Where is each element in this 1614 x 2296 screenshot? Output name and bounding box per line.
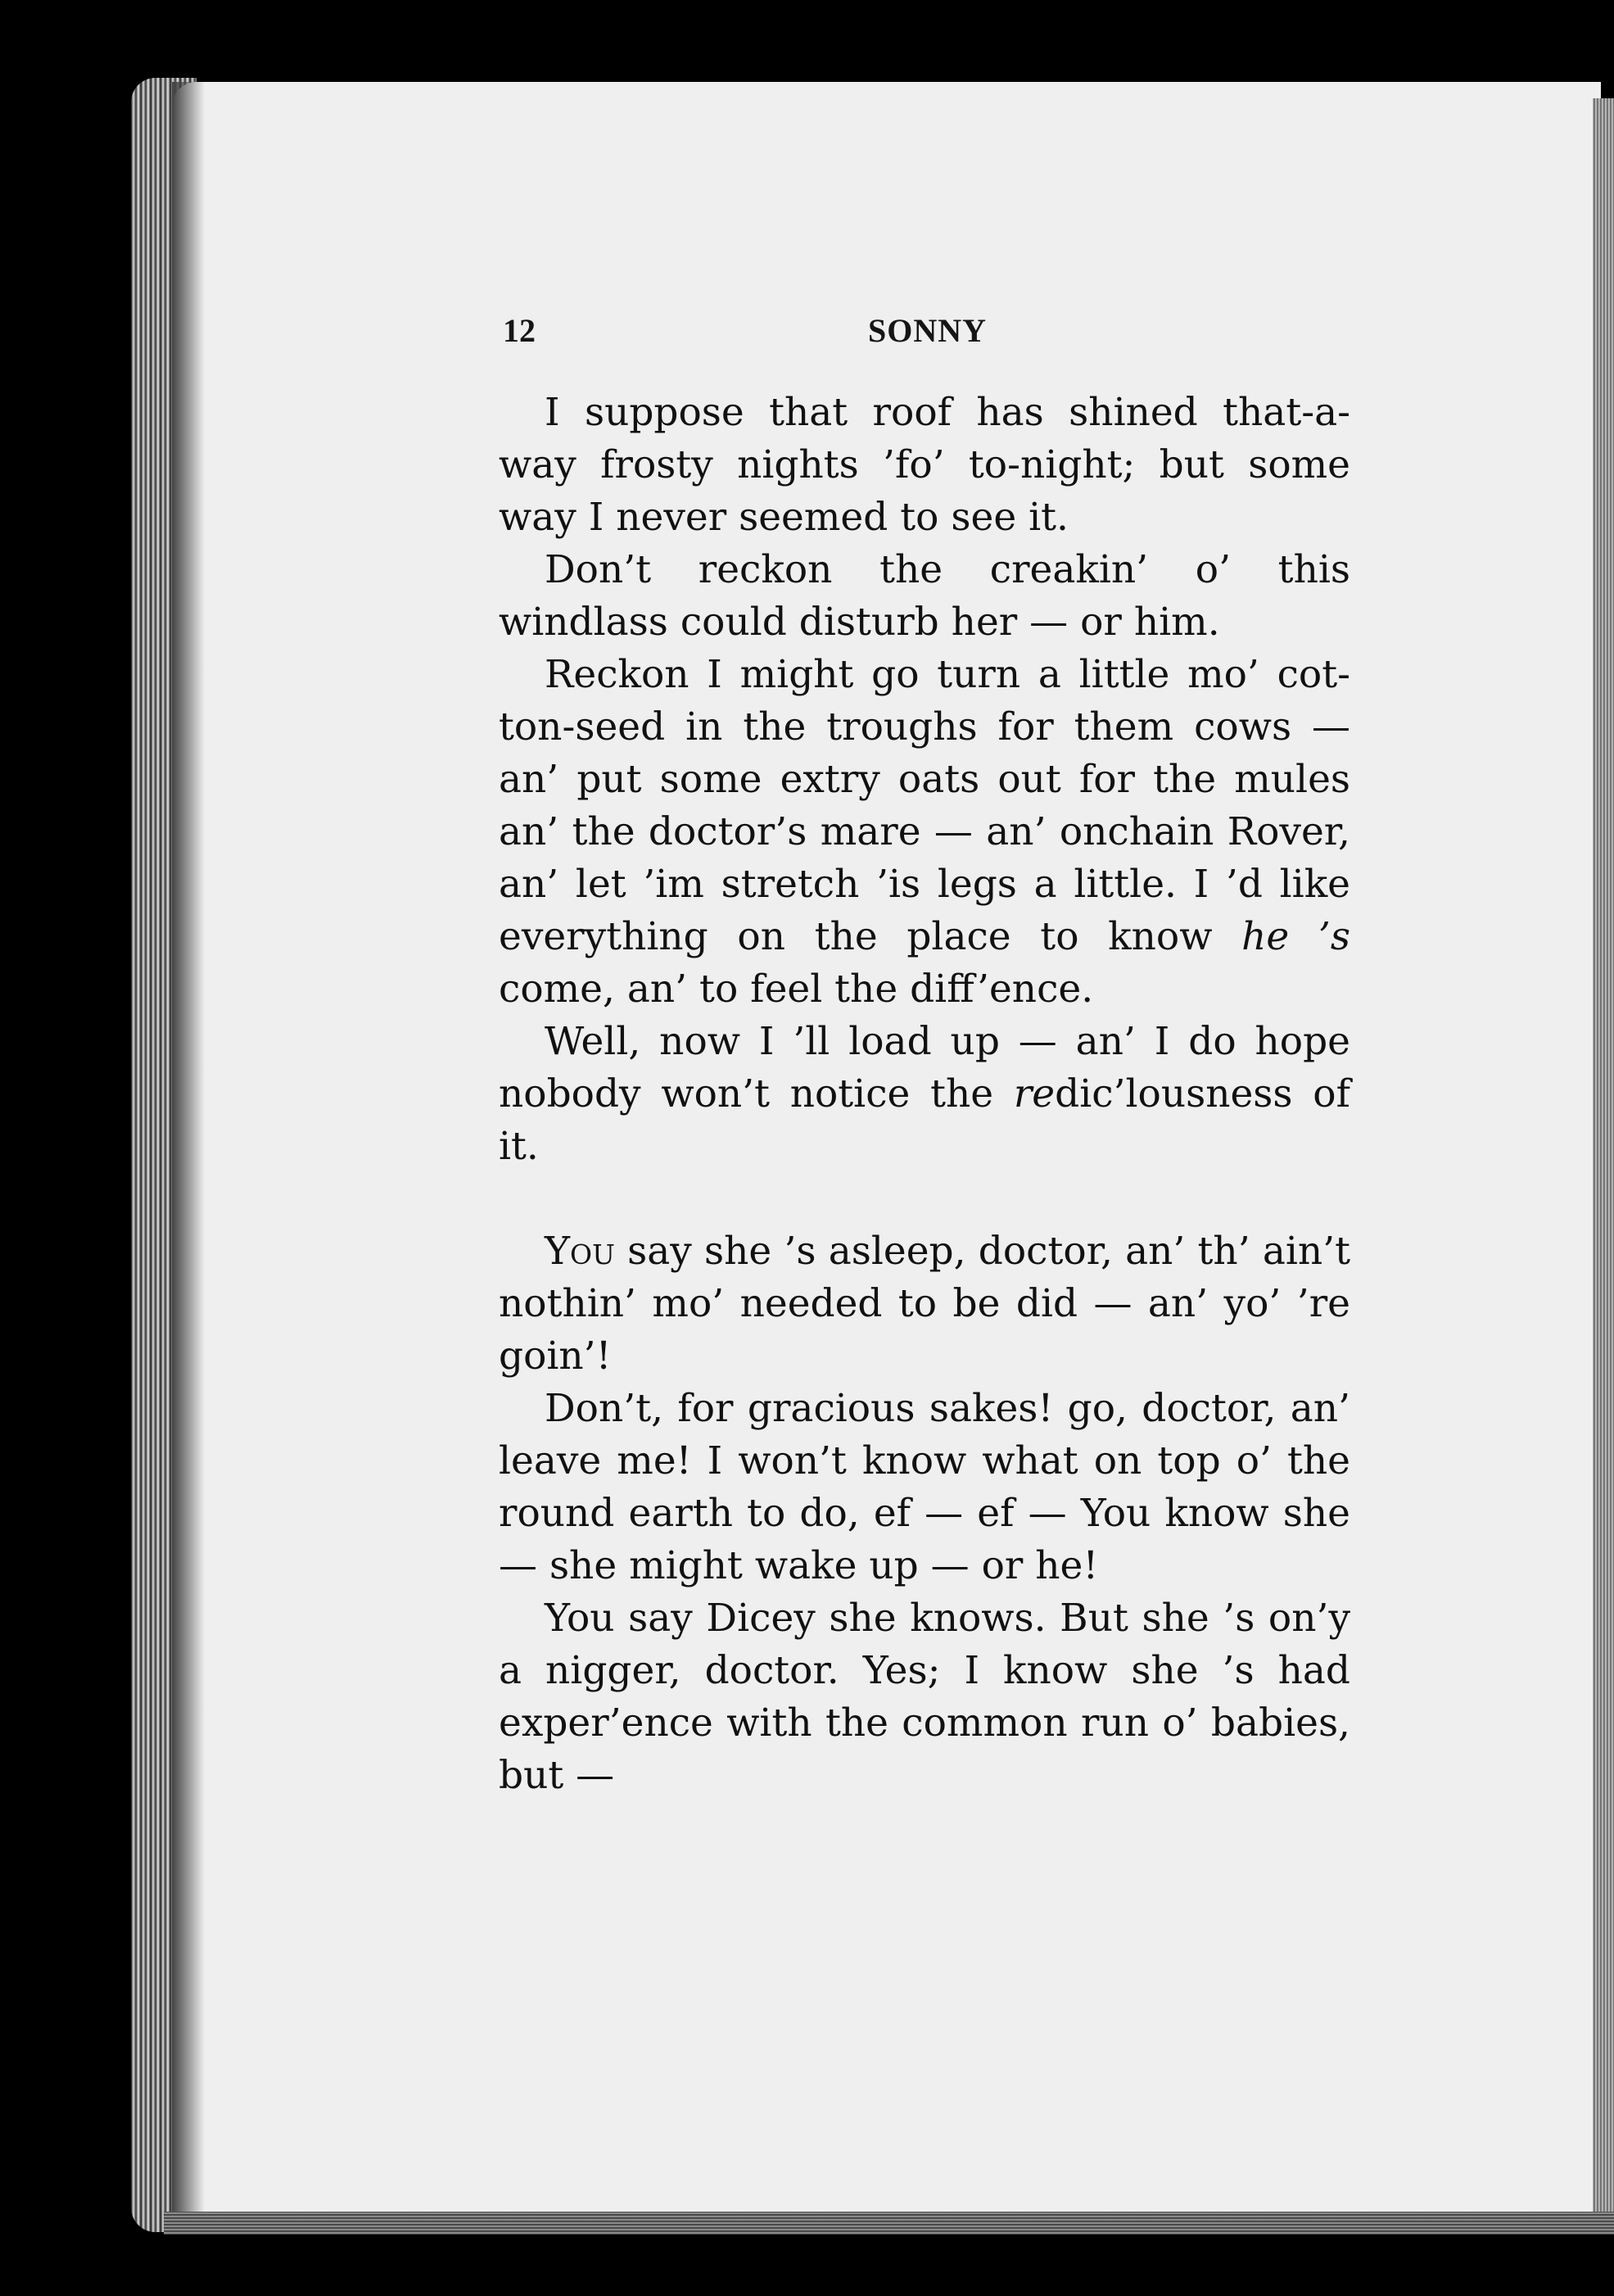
paragraph: You say Dicey she knows. But she ’s on’y a nigger, doctor. Yes; I know she ’s had exper’ence with the common run o’ babies, but — (499, 1596, 1350, 1798)
running-head: SONNY (868, 312, 988, 349)
paragraph (499, 649, 1350, 1016)
paragraph-text: Reckon I might go turn a little mo’ cot-ton-seed in the troughs for them cows — an’ put some extry oats out for the mules an’ the doctor’s mare — an’ onchain Rover, an’ let ’im stretch ’is legs a little. I ’d like everything on the place to know (499, 652, 1350, 959)
page-number: 12 (503, 312, 536, 349)
body-text (499, 387, 1350, 1802)
section-break (499, 1173, 1350, 1225)
paragraph (499, 1016, 1350, 1173)
page-right-edge (1593, 98, 1614, 2228)
section-lead-word: You (545, 1229, 615, 1274)
page-bottom-edge (164, 2212, 1614, 2235)
paragraph-text: say she ’s asleep, doctor, an’ th’ ain’t nothin’ mo’ needed to be did — an’ yo’ ’re goin’! (499, 1229, 1350, 1379)
paragraph-text: Well, now I ’ll load up — an’ I do hope nobody won’t notice the (499, 1019, 1350, 1116)
paragraph: Don’t reckon the creakin’ o’ this windlass could disturb her — or him. (499, 547, 1350, 645)
page-header (503, 311, 1354, 369)
paragraph-text: come, an’ to feel the diff’ence. (499, 967, 1094, 1012)
italic-emphasis: he ’s (1241, 914, 1350, 959)
paragraph: Don’t, for gracious sakes! go, doctor, an’ leave me! I won’t know what on top o’ the round earth to do, ef — ef — You know she — she might wake up — or he! (499, 1386, 1350, 1588)
paragraph: I suppose that roof has shined that-a-way frosty nights ’fo’ to-night; but some way I never seemed to see it. (499, 390, 1350, 540)
paragraph (499, 1225, 1350, 1383)
page-gutter-shadow (172, 82, 205, 2228)
italic-emphasis: re (1013, 1071, 1056, 1116)
paragraph-text: dic’lousness of it. (499, 1071, 1350, 1169)
